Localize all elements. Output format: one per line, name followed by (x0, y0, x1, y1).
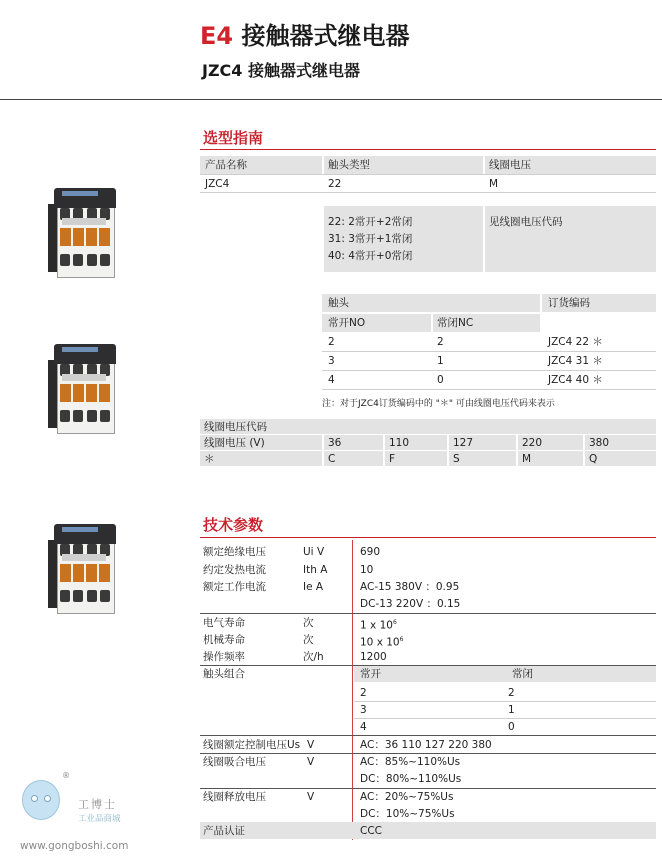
tech-thermal-value: 10 (360, 564, 374, 576)
tech-insulation-value: 690 (360, 546, 381, 558)
coil-voltage-127: 127 (453, 437, 474, 449)
section-rule-tech (200, 537, 656, 538)
table1-divider-2 (200, 192, 656, 193)
coil-voltage-110: 110 (389, 437, 410, 449)
product-image-relay-3 (54, 524, 116, 622)
coil-code-m: M (522, 453, 532, 465)
tech-column-divider (352, 540, 353, 840)
tech-combo-row3-no: 4 (360, 721, 367, 733)
tech-mech-life-unit: 次 (303, 634, 314, 646)
title-code: E4 (200, 22, 234, 50)
tech-thermal-symbol: Ith A (303, 564, 328, 576)
table1-cell-product: JZC4 (205, 178, 230, 190)
coil-code-voltage-row-bg (200, 435, 656, 450)
table1-header-bg (200, 156, 656, 174)
tech-coil-rated-value: AC：36 110 127 220 380 (360, 739, 492, 751)
table2-row1-code: JZC4 22 ＊ (548, 336, 603, 348)
tech-combo-row2-nc: 1 (508, 704, 515, 716)
tech-contact-combo-header-bg (354, 666, 656, 682)
contact-type-31: 31: 3常开+1常闭 (328, 233, 413, 245)
table1-divider (200, 174, 656, 175)
page-subtitle: JZC4 接触器式继电器 (202, 61, 361, 80)
tech-rule-4 (200, 753, 656, 754)
table2-row2-code: JZC4 31 ＊ (548, 355, 603, 367)
watermark-logo-text: 工博士 (78, 798, 117, 811)
tech-mech-life-value: 10 x $10^6$ (360, 636, 404, 649)
table2-row-divider-1 (322, 351, 656, 352)
coil-code-title-bg (200, 419, 656, 434)
coil-code-f: F (389, 453, 396, 465)
coil-voltage-220: 220 (522, 437, 543, 449)
coil-voltage-label: 线圈电压 (V) (204, 437, 265, 449)
tech-combo-rule-1 (354, 701, 656, 702)
tech-rule-3 (200, 735, 656, 736)
tech-rule-1 (200, 613, 656, 614)
coil-code-s: S (453, 453, 460, 465)
tech-coil-rated-name: 线圈额定控制电压Us (203, 739, 301, 751)
tech-operating-value-ac: AC-15 380V ：0.95 (360, 581, 460, 593)
tech-contact-combo-header-no: 常开 (360, 668, 381, 680)
table1-header-coil-voltage: 线圈电压 (489, 159, 531, 171)
product-image-relay-1 (54, 188, 116, 286)
tech-release-dc: DC：10%~75%Us (360, 808, 455, 820)
table2-row-divider-3 (322, 389, 656, 390)
contact-type-40: 40: 4常开+0常闭 (328, 250, 413, 262)
tech-cert-name: 产品认证 (203, 825, 245, 837)
tech-pickup-dc: DC：80%~110%Us (360, 773, 462, 785)
tech-operating-name: 额定工作电流 (203, 581, 266, 593)
tech-release-unit: V (307, 791, 315, 803)
table2-row2-nc: 1 (437, 355, 444, 367)
table2-col-divider (540, 294, 542, 332)
table2-sub-divider (431, 314, 433, 332)
tech-contact-combo-header-nc: 常闭 (512, 668, 533, 680)
table1-header-product: 产品名称 (205, 159, 247, 171)
table2-subheader-no: 常开NO (328, 317, 366, 329)
tech-combo-rule-2 (354, 718, 656, 719)
tech-release-name: 线圈释放电压 (203, 791, 266, 803)
tech-combo-row2-no: 3 (360, 704, 367, 716)
coil-divider-3 (447, 435, 449, 466)
table1-cell-contact-type: 22 (328, 178, 342, 190)
watermark-mascot-icon (22, 780, 60, 820)
table2-row1-no: 2 (328, 336, 335, 348)
tech-contact-combo-name: 触头组合 (203, 668, 245, 680)
tech-frequency-name: 操作频率 (203, 651, 245, 663)
tech-operating-symbol: Ie A (303, 581, 324, 593)
order-code-note: 注：对于JZC4订货编码中的 "＊" 可由线圈电压代码来表示 (322, 399, 555, 409)
tech-pickup-unit: V (307, 756, 315, 768)
coil-code-title: 线圈电压代码 (204, 421, 267, 433)
tech-thermal-name: 约定发热电流 (203, 564, 266, 576)
coil-voltage-380: 380 (589, 437, 610, 449)
tech-insulation-name: 额定绝缘电压 (203, 546, 266, 558)
coil-code-q: Q (589, 453, 598, 465)
table2-header-contacts: 触头 (328, 297, 349, 309)
section-rule-selection (200, 149, 656, 150)
header-divider (0, 99, 662, 100)
section-title-tech: 技术参数 (203, 516, 264, 534)
tech-combo-row3-nc: 0 (508, 721, 515, 733)
page-title (200, 16, 409, 51)
tech-operating-value-dc: DC-13 220V ：0.15 (360, 598, 461, 610)
table1-header-contact-type: 触头类型 (328, 159, 370, 171)
coil-voltage-note: 见线圈电压代码 (489, 216, 563, 228)
watermark-tagline: 工业品商城 (78, 814, 121, 824)
tech-combo-row1-nc: 2 (508, 687, 515, 699)
tech-cert-row-bg (200, 822, 656, 839)
table2-row3-no: 4 (328, 374, 335, 386)
table2-row-divider-2 (322, 370, 656, 371)
watermark-registered-mark: ® (62, 771, 70, 780)
table2-row3-code: JZC4 40 ＊ (548, 374, 603, 386)
product-image-relay-2 (54, 344, 116, 442)
table2-subheader-nc: 常闭NC (437, 317, 474, 329)
title-text: 接触器式继电器 (241, 22, 410, 50)
coil-divider-1 (322, 435, 324, 466)
table2-header-order-code: 订货编码 (548, 297, 590, 309)
table2-row3-nc: 0 (437, 374, 444, 386)
tech-mech-life-name: 机械寿命 (203, 634, 245, 646)
tech-insulation-symbol: Ui V (303, 546, 325, 558)
tech-pickup-ac: AC：85%~110%Us (360, 756, 461, 768)
tech-pickup-name: 线圈吸合电压 (203, 756, 266, 768)
tech-frequency-unit: 次/h (303, 651, 324, 663)
tech-cert-value: CCC (360, 825, 382, 837)
tech-frequency-value: 1200 (360, 651, 387, 663)
tech-elec-life-unit: 次 (303, 617, 314, 629)
tech-rule-5 (200, 788, 656, 789)
table1-cell-coil-voltage: M (489, 178, 499, 190)
tech-coil-rated-unit: V (307, 739, 315, 751)
coil-code-label: ＊ (204, 453, 215, 465)
coil-code-code-row-bg (200, 451, 656, 466)
watermark-url: www.gongboshi.com (20, 840, 129, 852)
contact-type-22: 22: 2常开+2常闭 (328, 216, 413, 228)
coil-code-c: C (328, 453, 336, 465)
table2-row2-no: 3 (328, 355, 335, 367)
tech-elec-life-value: 1 x $10^6$ (360, 619, 397, 632)
table2-row1-nc: 2 (437, 336, 444, 348)
section-title-selection: 选型指南 (203, 129, 264, 147)
table2-header-bg (322, 294, 656, 312)
coil-voltage-36: 36 (328, 437, 342, 449)
tech-release-ac: AC：20%~75%Us (360, 791, 454, 803)
coil-divider-5 (583, 435, 585, 466)
coil-divider-2 (383, 435, 385, 466)
tech-elec-life-name: 电气寿命 (203, 617, 245, 629)
tech-combo-row1-no: 2 (360, 687, 367, 699)
coil-divider-4 (516, 435, 518, 466)
